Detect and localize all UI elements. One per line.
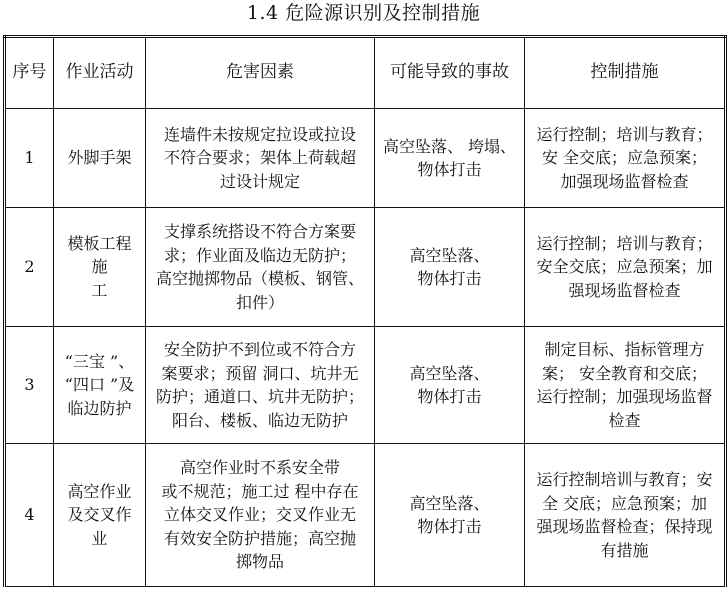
table-row [5,109,726,208]
cell-line: 运行控制培训与教育；安 [536,470,713,489]
cell-line: 业 [91,528,108,548]
cell-line: 临边防护 [67,398,132,418]
cell-activity [54,327,146,444]
cell-line: 模板工程 [67,233,132,253]
table-header-row [5,37,726,109]
cell-line: 或不规范；施工过 程中存在 [161,481,359,501]
header-control: 控制措施 [525,37,726,109]
cell-line: 运行控制；培训与教育； [536,124,713,144]
header-activity: 作业活动 [54,37,146,109]
cell-line: 外脚手架 [67,148,132,168]
cell-line: 安全防护不到位或不符合方 [163,340,356,359]
table-row [5,327,726,444]
cell-line: 扣件） [235,292,284,312]
cell-no: 2 [5,208,54,327]
cell-line: 支撑系统搭设不符合方案要 [163,222,356,241]
cell-line: 检查 [608,410,641,430]
cell-line: 物体打击 [417,160,482,179]
cell-activity [54,444,146,587]
cell-control [525,109,726,208]
cell-hazard [146,444,375,587]
cell-line: 物体打击 [417,387,482,406]
cell-no: 4 [5,444,54,587]
cell-line: 高空作业时不系安全带 [179,458,340,478]
cell-line: 全 交底；应急预案；加 [541,493,708,513]
cell-line: 高空坠落、 [409,245,490,265]
cell-accident [375,109,525,208]
cell-line: 案要求；预留 洞口、坑井无 [161,363,359,383]
table-row [5,444,726,587]
cell-hazard [146,208,375,327]
cell-line: 有措施 [600,540,649,560]
cell-line: 工 [91,280,108,300]
cell-line: 制定目标、指标管理方 [544,340,705,359]
cell-line: 防护；通道口、坑井无防护； [155,387,364,406]
header-accident: 可能导致的事故 [375,37,525,109]
cell-hazard [146,109,375,208]
cell-line: 掷物品 [235,552,284,572]
page-title: 1.4 危险源识别及控制措施 [246,2,481,24]
cell-line: 安 全交底；应急预案； [541,148,708,168]
cell-line: 强现场监督检查 [568,280,681,300]
cell-line: 物体打击 [417,517,482,536]
cell-line: 求；作业面及临边无防护； [163,245,356,265]
header-hazard: 危害因素 [146,37,375,109]
cell-line: 不符合要求；架体上荷载超 [163,148,356,168]
cell-line: 运行控制；加强现场监督 [536,387,713,406]
cell-line: 高空坠落、 垮塌、 [382,136,517,156]
cell-line: 阳台、楼板、临边无防护 [171,410,348,430]
cell-no: 1 [5,109,54,208]
cell-line: 高空坠落、 [409,363,490,383]
cell-accident [375,208,525,327]
cell-line: “三宝 ”、 [64,351,135,371]
cell-line: 物体打击 [417,269,482,288]
hazard-control-table [3,35,727,587]
cell-line: 立体交叉作业；交叉作业无 [163,505,356,525]
cell-control [525,208,726,327]
table-row [5,208,726,327]
cell-line: 案； 安全教育和交底； [541,363,708,383]
cell-line: 连墙件未按规定拉设或拉设 [163,124,356,144]
header-no: 序号 [5,37,54,109]
cell-line: 运行控制；培训与教育； [536,233,713,253]
cell-line: 施 [91,257,108,277]
cell-accident [375,327,525,444]
cell-control [525,327,726,444]
cell-line: 安全交底；应急预案；加 [536,257,713,277]
cell-line: 加强现场监督检查 [560,171,689,191]
cell-line: 有效安全防护措施；高空抛 [163,528,356,548]
cell-no: 3 [5,327,54,444]
cell-line: 高空作业 [67,481,132,501]
cell-activity [54,109,146,208]
cell-line: 高空坠落、 [409,493,490,513]
cell-hazard [146,327,375,444]
cell-line: “四口 ”及 [64,375,135,395]
cell-line: 过设计规定 [219,171,300,191]
cell-line: 及交叉作 [67,505,132,525]
cell-accident [375,444,525,587]
cell-activity [54,208,146,327]
cell-control [525,444,726,587]
cell-line: 强现场监督检查；保持现 [536,517,713,536]
cell-line: 高空抛掷物品（模板、钢管、 [155,269,364,288]
